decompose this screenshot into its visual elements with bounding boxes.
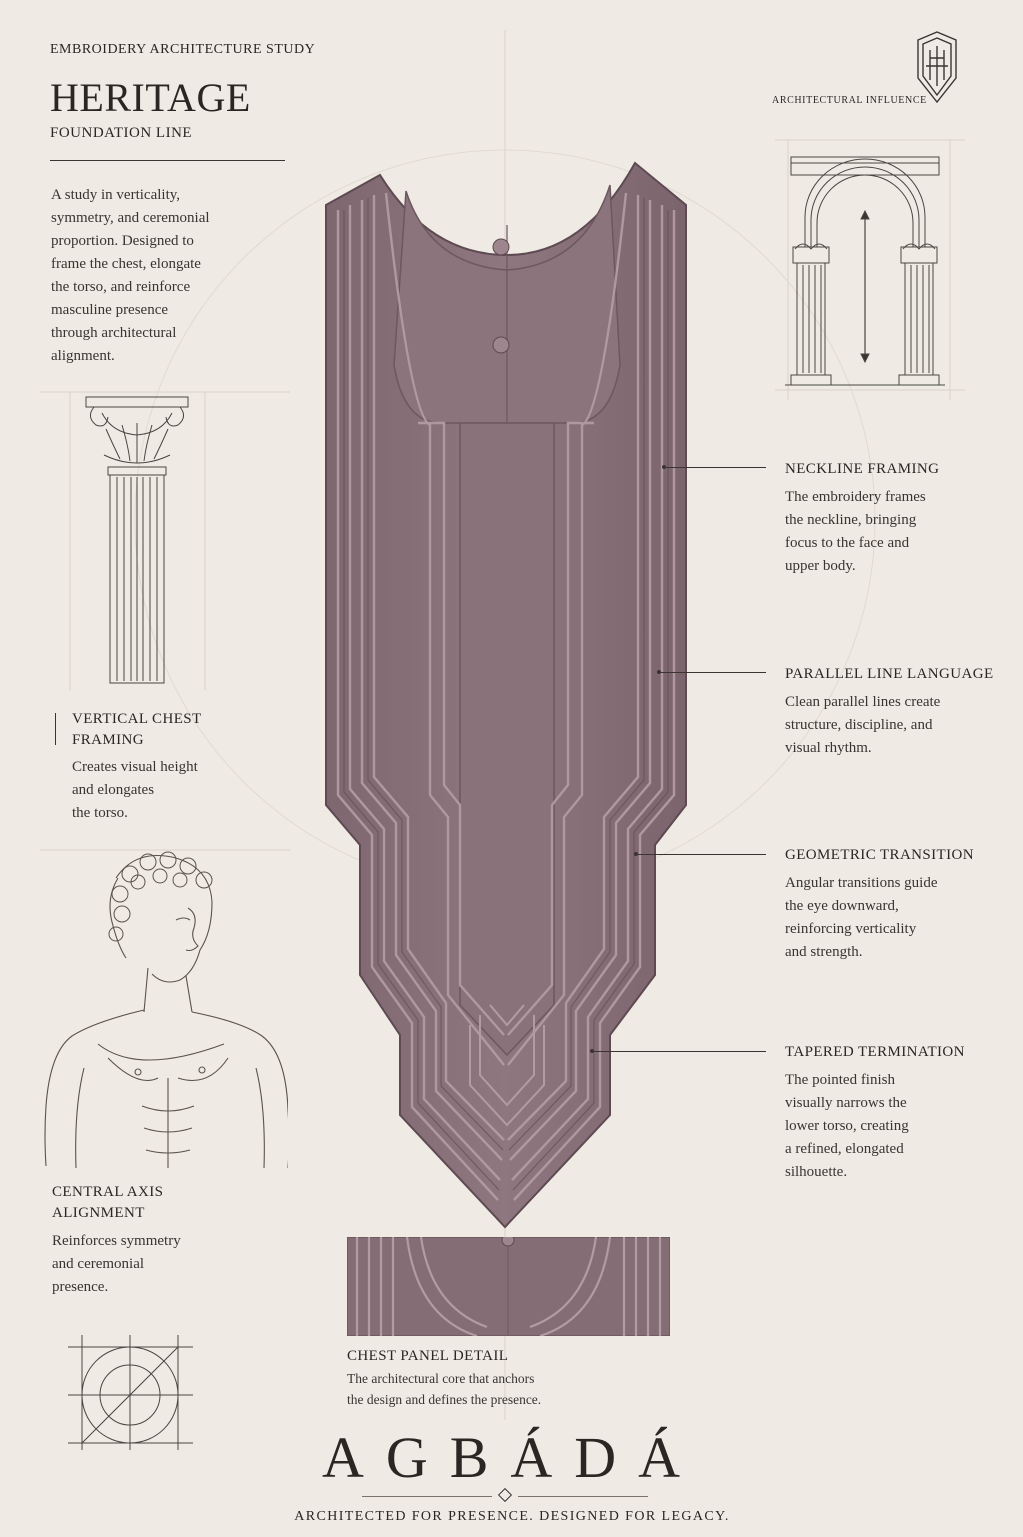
- leader-line: [638, 854, 766, 855]
- intro-description: A study in verticality, symmetry, and ceremonial proportion. Designed to frame the chest, elongate the torso, and reinforce masculine presence through architectural alignment.: [51, 187, 210, 364]
- detail-text: The architectural core that anchors the design and defines the presence.: [347, 1371, 542, 1407]
- note-text: The pointed finish visually narrows the lower torso, creating a refined, elongated silhouette.: [785, 1072, 909, 1180]
- detail-title: CHEST PANEL DETAIL: [347, 1348, 509, 1364]
- leader-line: [594, 1051, 766, 1052]
- note-neckline-framing: [785, 459, 1015, 578]
- brand-wordmark: AGBÁDÁ: [321, 1425, 703, 1490]
- proportion-diagram: [68, 1335, 193, 1450]
- note-accent-bar: [55, 713, 56, 745]
- brand-divider-right: [518, 1496, 648, 1497]
- brand-divider-left: [362, 1496, 492, 1497]
- note-vertical-chest-text: Creates visual height and elongates the torso.: [72, 759, 198, 821]
- note-vertical-chest-title: VERTICAL CHEST FRAMING: [72, 711, 202, 748]
- header-divider: [50, 160, 285, 161]
- embroidery-panel-illustration: [320, 155, 695, 1235]
- note-title: PARALLEL LINE LANGUAGE: [785, 666, 994, 682]
- note-tapered-termination: [785, 1042, 1015, 1184]
- note-title: TAPERED TERMINATION: [785, 1044, 965, 1060]
- note-title: GEOMETRIC TRANSITION: [785, 847, 974, 863]
- page-subtitle: FOUNDATION LINE: [50, 125, 193, 141]
- chest-panel-detail-swatch: [347, 1237, 670, 1336]
- note-title: NECKLINE FRAMING: [785, 461, 940, 477]
- influence-label: ARCHITECTURAL INFLUENCE: [772, 95, 927, 106]
- note-geometric-transition: [785, 845, 1015, 964]
- arch-illustration: [785, 155, 945, 390]
- leader-line: [666, 467, 766, 468]
- note-central-axis-text: Reinforces symmetry and ceremonial presence.: [52, 1233, 181, 1295]
- note-text: Angular transitions guide the eye downward, reinforcing verticality and strength.: [785, 875, 938, 960]
- eyebrow-label: EMBROIDERY ARCHITECTURE STUDY: [50, 42, 316, 57]
- note-text: The embroidery frames the neckline, bringing focus to the face and upper body.: [785, 489, 926, 574]
- note-central-axis-title: CENTRAL AXIS ALIGNMENT: [52, 1184, 164, 1221]
- classical-bust-illustration: [38, 848, 288, 1178]
- brand-tagline: ARCHITECTED FOR PRESENCE. DESIGNED FOR LEGACY.: [294, 1509, 730, 1524]
- column-illustration: [82, 395, 192, 690]
- leader-line: [661, 672, 766, 673]
- note-parallel-line-language: [785, 664, 1015, 760]
- note-text: Clean parallel lines create structure, discipline, and visual rhythm.: [785, 694, 941, 756]
- page-title: HERITAGE: [50, 75, 251, 120]
